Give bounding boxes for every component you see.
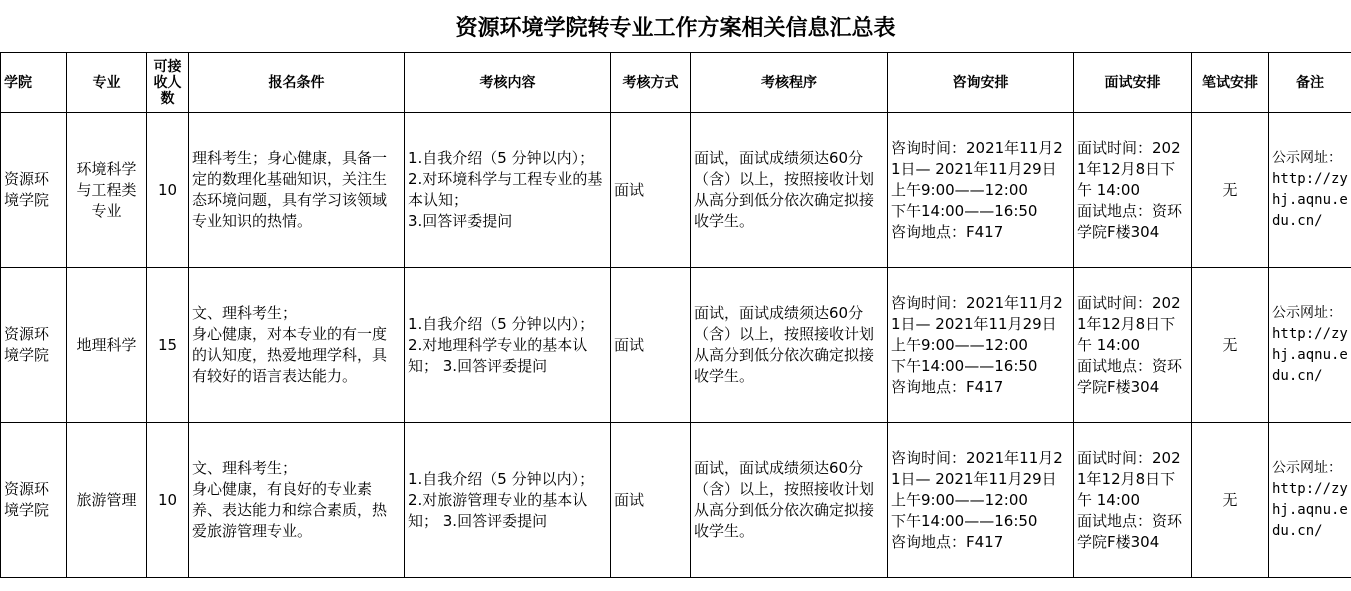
cell-college: 资源环境学院 xyxy=(1,423,67,578)
cell-quota: 10 xyxy=(147,423,189,578)
cell-college: 资源环境学院 xyxy=(1,268,67,423)
cell-remarks-link[interactable]: 公示网址：http://zyhj.aqnu.edu.cn/ xyxy=(1269,268,1351,423)
cell-major: 环境科学与工程类专业 xyxy=(67,113,147,268)
header-row xyxy=(1,53,1351,113)
header-written: 笔试安排 xyxy=(1192,53,1269,113)
cell-method: 面试 xyxy=(611,268,691,423)
cell-procedure: 面试，面试成绩须达60分（含）以上，按照接收计划从高分到低分依次确定拟接收学生。 xyxy=(691,423,888,578)
cell-conditions: 文、理科考生； 身心健康，对本专业的有一度的认知度，热爱地理学科，具有较好的语言表达能力。 xyxy=(189,268,405,423)
cell-method: 面试 xyxy=(611,113,691,268)
cell-content: 1.自我介绍（5 分钟以内）； 2.对环境科学与工程专业的基本认知； 3.回答评委提问 xyxy=(405,113,611,268)
cell-remarks-link[interactable]: 公示网址：http://zyhj.aqnu.edu.cn/ xyxy=(1269,113,1351,268)
cell-procedure: 面试，面试成绩须达60分（含）以上，按照接收计划从高分到低分依次确定拟接收学生。 xyxy=(691,268,888,423)
table-row xyxy=(1,268,1351,423)
cell-content: 1.自我介绍（5 分钟以内）； 2.对地理科学专业的基本认知； 3.回答评委提问 xyxy=(405,268,611,423)
cell-interview: 面试时间：2021年12月8日下午 14:00 面试地点：资环学院F楼304 xyxy=(1074,423,1192,578)
header-quota: 可接收人数 xyxy=(147,53,189,113)
table-row xyxy=(1,113,1351,268)
header-remarks: 备注 xyxy=(1269,53,1351,113)
header-content: 考核内容 xyxy=(405,53,611,113)
cell-procedure: 面试，面试成绩须达60分（含）以上，按照接收计划从高分到低分依次确定拟接收学生。 xyxy=(691,113,888,268)
cell-major: 地理科学 xyxy=(67,268,147,423)
cell-consult: 咨询时间：2021年11月21日— 2021年11月29日 上午9:00——12:00 下午14:00——16:50 咨询地点：F417 xyxy=(888,113,1074,268)
cell-conditions: 理科考生；身心健康，具备一定的数理化基础知识，关注生态环境问题，具有学习该领域专业知识的热情。 xyxy=(189,113,405,268)
header-interview: 面试安排 xyxy=(1074,53,1192,113)
header-conditions: 报名条件 xyxy=(189,53,405,113)
cell-conditions: 文、理科考生； 身心健康，有良好的专业素养、表达能力和综合素质，热爱旅游管理专业。 xyxy=(189,423,405,578)
cell-interview: 面试时间：2021年12月8日下午 14:00 面试地点：资环学院F楼304 xyxy=(1074,113,1192,268)
cell-major: 旅游管理 xyxy=(67,423,147,578)
cell-quota: 10 xyxy=(147,113,189,268)
cell-method: 面试 xyxy=(611,423,691,578)
cell-consult: 咨询时间：2021年11月21日— 2021年11月29日 上午9:00——12:00 下午14:00——16:50 咨询地点：F417 xyxy=(888,268,1074,423)
cell-consult: 咨询时间：2021年11月21日— 2021年11月29日 上午9:00——12:00 下午14:00——16:50 咨询地点：F417 xyxy=(888,423,1074,578)
header-college: 学院 xyxy=(1,53,67,113)
table-row xyxy=(1,423,1351,578)
header-procedure: 考核程序 xyxy=(691,53,888,113)
cell-college: 资源环境学院 xyxy=(1,113,67,268)
document-title: 资源环境学院转专业工作方案相关信息汇总表 xyxy=(0,0,1351,53)
info-table xyxy=(0,52,1351,578)
cell-interview: 面试时间：2021年12月8日下午 14:00 面试地点：资环学院F楼304 xyxy=(1074,268,1192,423)
header-consult: 咨询安排 xyxy=(888,53,1074,113)
cell-written: 无 xyxy=(1192,113,1269,268)
header-method: 考核方式 xyxy=(611,53,691,113)
cell-remarks-link[interactable]: 公示网址：http://zyhj.aqnu.edu.cn/ xyxy=(1269,423,1351,578)
cell-written: 无 xyxy=(1192,423,1269,578)
cell-content: 1.自我介绍（5 分钟以内）； 2.对旅游管理专业的基本认知； 3.回答评委提问 xyxy=(405,423,611,578)
cell-quota: 15 xyxy=(147,268,189,423)
cell-written: 无 xyxy=(1192,268,1269,423)
header-major: 专业 xyxy=(67,53,147,113)
